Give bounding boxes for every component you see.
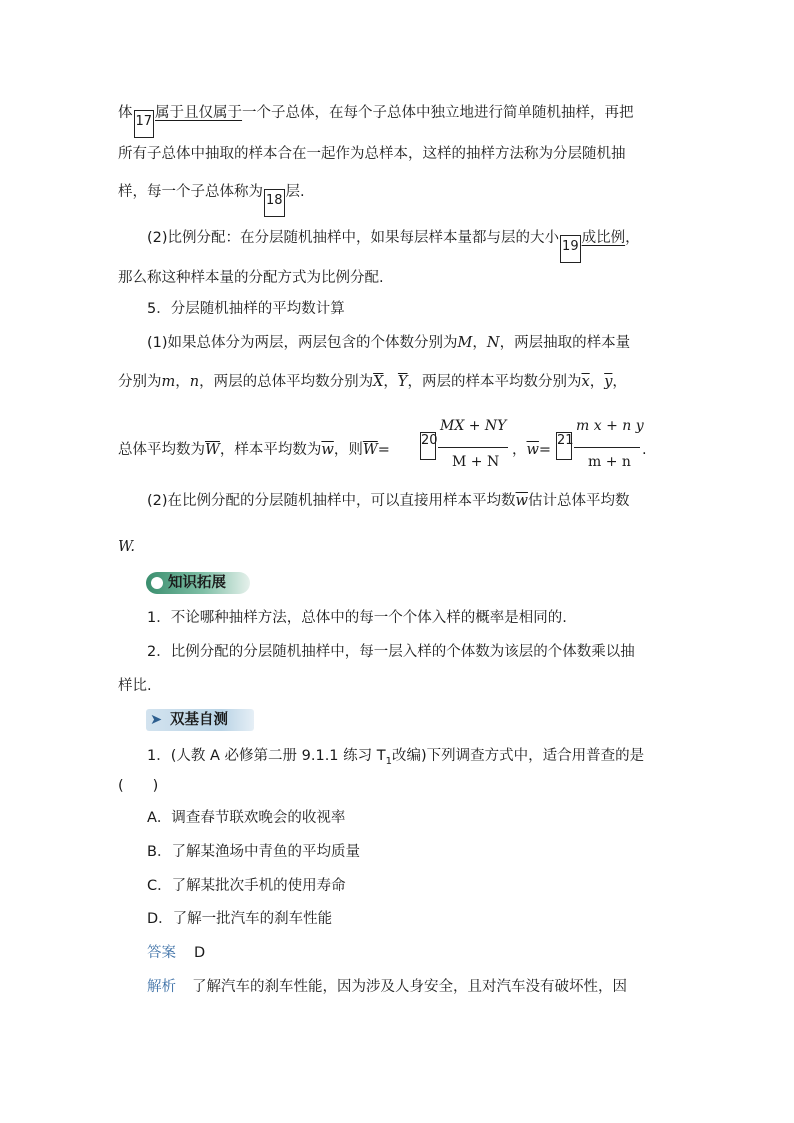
- var-N: N: [486, 335, 500, 351]
- var-M: M: [457, 335, 473, 351]
- text: ，$\overline{w}=$: [512, 442, 552, 458]
- answer-text-19: 成比例: [581, 230, 626, 246]
- text: 总体平均数为: [118, 442, 205, 458]
- text: =: [538, 442, 552, 458]
- fraction1-bar: [438, 447, 508, 448]
- section5-p1-line3: [118, 440, 418, 460]
- answer-line: [147, 943, 683, 963]
- option-a[interactable]: A．调查春节联欢晚会的收视率: [147, 810, 346, 826]
- text: ，则: [333, 442, 363, 458]
- section5-p1-line2: [118, 372, 683, 392]
- var-w-bar: $\overline{w}$: [321, 442, 334, 458]
- blank-box-18[interactable]: 18: [264, 189, 285, 217]
- knowledge-item-2-line1: 2．比例分配的分层随机抽样中，每一层入样的个体数为该层的个体数乘以抽: [147, 644, 635, 660]
- para2-line2: 那么称这种样本量的分配方式为比例分配.: [118, 270, 384, 286]
- question-1-line1: [147, 746, 683, 772]
- var-w-bar: $\overline{w}$: [526, 442, 539, 458]
- answer-text-17: 属于且仅属于: [155, 105, 243, 121]
- blank-box-20[interactable]: 20: [420, 432, 436, 460]
- text: 分别为: [118, 374, 162, 390]
- var-W-bar: $\overline{W}$: [205, 442, 220, 458]
- blank-box-21[interactable]: 21: [556, 432, 572, 460]
- option-c[interactable]: C．了解某批次手机的使用寿命: [147, 878, 346, 894]
- section5-p2-line1: [147, 491, 683, 511]
- text: 一个子总体，在每个子总体中独立地进行简单随机抽样，再把: [242, 105, 634, 121]
- text: ，: [589, 374, 605, 390]
- fraction2-numerator: m x + n y: [576, 418, 644, 434]
- text: ，两层的总体平均数分别为: [199, 374, 374, 390]
- text: ，: [175, 374, 190, 390]
- text: 改编)下列调查方式中，适合用普查的是: [391, 748, 645, 764]
- text: ，两层的样本平均数分别为: [407, 374, 582, 390]
- var-x-bar: $\overline{x}$: [581, 374, 590, 390]
- knowledge-badge-label: 知识拓展: [168, 575, 226, 591]
- text: ，: [612, 374, 627, 390]
- subscript: 1: [385, 755, 392, 767]
- fraction2-denominator: m + n: [588, 454, 631, 470]
- option-d[interactable]: D．了解一批汽车的刹车性能: [147, 911, 333, 927]
- section5-p1-line1: [147, 333, 683, 353]
- fraction1-numerator: MX + NY: [440, 418, 507, 434]
- var-Y-bar: $\overline{Y}$: [397, 374, 408, 390]
- para2-line1: [147, 228, 683, 263]
- analysis-text: 了解汽车的刹车性能，因为涉及人身安全，且对汽车没有破坏性，因: [192, 979, 627, 995]
- var-n: n: [189, 374, 200, 390]
- text: (1)如果总体分为两层，两层包含的个体数分别为: [147, 335, 458, 351]
- para1-line3: [118, 182, 683, 217]
- analysis-label: 解析: [147, 979, 176, 995]
- var-W-bar: $\overline{W}$: [362, 442, 378, 458]
- selftest-badge-label: 双基自测: [170, 712, 228, 728]
- fraction2-bar: [574, 447, 640, 448]
- text: (2)在比例分配的分层随机抽样中，可以直接用样本平均数: [147, 493, 516, 509]
- text: ，样本平均数为: [219, 442, 322, 458]
- text: 层.: [285, 184, 305, 200]
- text: 1．(人教 A 必修第二册 9.1.1 练习 T: [147, 748, 386, 764]
- text: ，: [625, 230, 640, 246]
- blank-box-19[interactable]: 19: [560, 235, 581, 263]
- answer-label: 答案: [147, 945, 176, 961]
- analysis-line: [147, 977, 683, 997]
- text: (2)比例分配：在分层随机抽样中，如果每层样本量都与层的大小: [147, 230, 560, 246]
- text: =: [377, 442, 390, 458]
- var-m: m: [161, 374, 176, 390]
- section5-p2-line2: W.: [118, 539, 135, 555]
- fraction1-denominator: M + N: [452, 454, 500, 470]
- text: ，: [472, 335, 487, 351]
- var-y-bar: $\overline{y}$: [604, 374, 613, 390]
- blank-box-17[interactable]: 17: [134, 110, 155, 138]
- arrow-icon: ➤: [150, 712, 163, 728]
- question-1-blank: ( ): [118, 778, 159, 794]
- para1-line1: [118, 103, 683, 138]
- period: .: [642, 442, 647, 458]
- text: 体: [118, 105, 133, 121]
- text: ，两层抽取的样本量: [499, 335, 631, 351]
- knowledge-item-2-line2: 样比.: [118, 678, 152, 694]
- section5-heading: 5．分层随机抽样的平均数计算: [147, 301, 345, 317]
- var-w-bar: $\overline{w}$: [515, 493, 528, 509]
- text: 估计总体平均数: [527, 493, 630, 509]
- var-X-bar: $\overline{X}$: [373, 374, 384, 390]
- knowledge-item-1: 1．不论哪种抽样方法，总体中的每一个个体入样的概率是相同的.: [147, 610, 567, 626]
- text: 样，每一个子总体称为: [118, 184, 263, 200]
- answer-value: D: [194, 945, 206, 961]
- option-b[interactable]: B．了解某渔场中青鱼的平均质量: [147, 844, 360, 860]
- bullet-icon: [151, 577, 163, 589]
- para1-line2: 所有子总体中抽取的样本合在一起作为总样本，这样的抽样方法称为分层随机抽: [118, 146, 626, 162]
- text: ，: [383, 374, 398, 390]
